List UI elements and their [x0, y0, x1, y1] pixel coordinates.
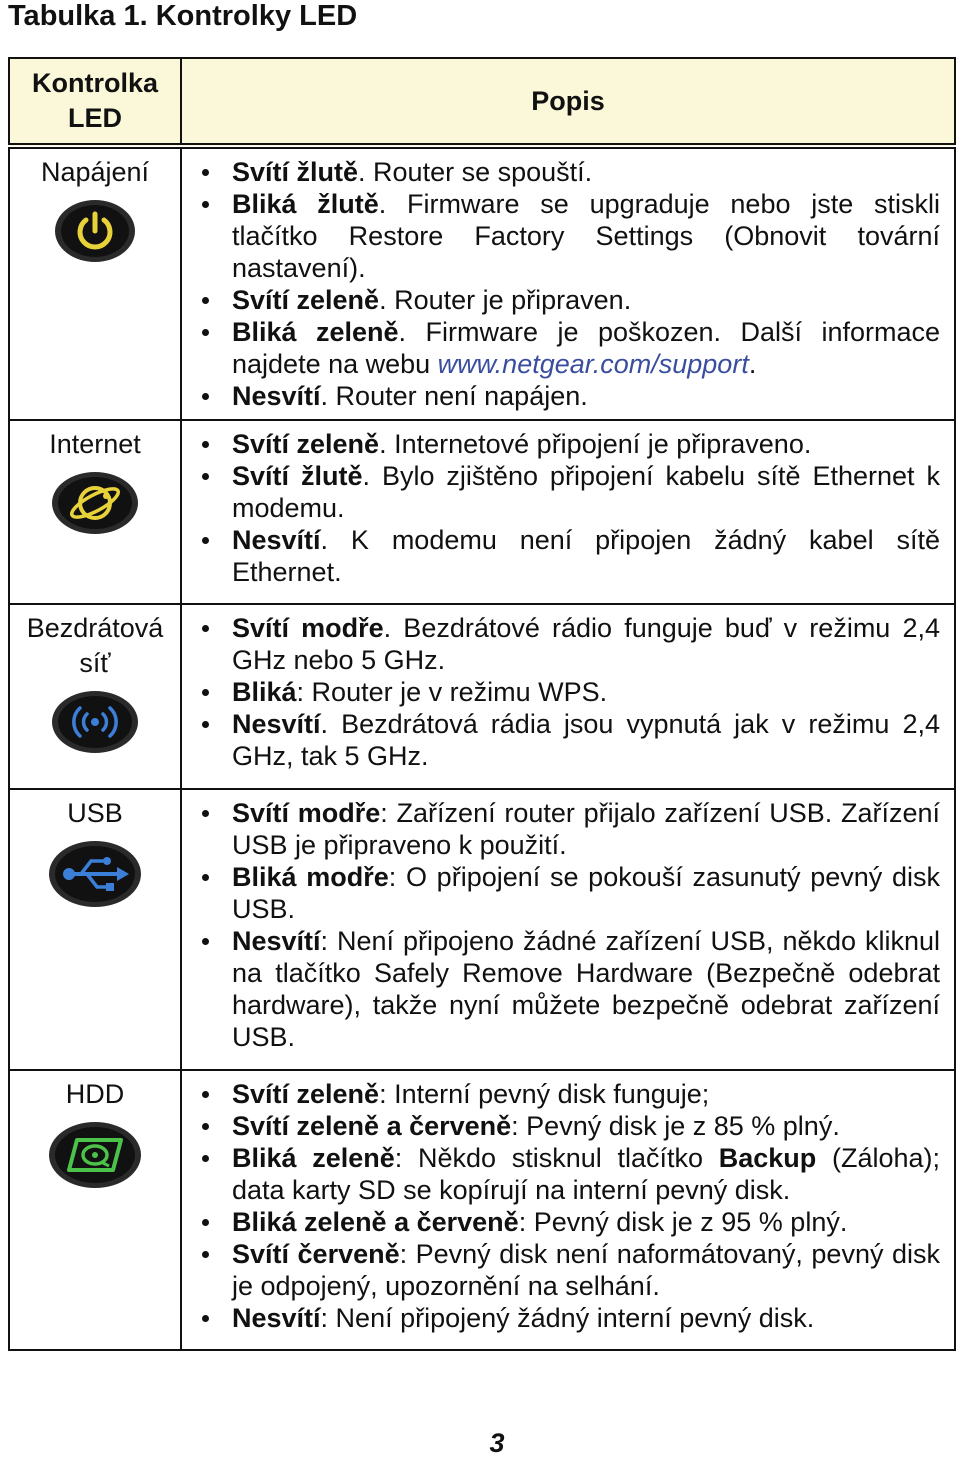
- usb-icon: [47, 839, 143, 909]
- list-item: [182, 524, 940, 588]
- state-text-tail: (Záloha); data karty SD se kopírují na interní pevný disk.: [232, 1143, 941, 1205]
- state-label: Nesvítí: [232, 926, 321, 956]
- list-item: [182, 380, 940, 412]
- state-text: : Pevný disk není naformátovaný, pevný disk je odpojený, upozornění na selhání.: [232, 1239, 940, 1301]
- list-item: [182, 316, 940, 380]
- state-label: Nesvítí: [232, 709, 321, 739]
- state-label: Svítí žlutě: [232, 157, 359, 187]
- description-cell: [181, 146, 955, 420]
- led-cell: [9, 1070, 181, 1350]
- list-item: [182, 797, 940, 861]
- column-header-led: Kontrolka LED: [9, 58, 181, 146]
- description-cell: [181, 604, 955, 789]
- state-label: Svítí zeleně: [232, 285, 380, 315]
- table-caption: Tabulka 1. Kontrolky LED: [8, 0, 358, 32]
- state-text: . Firmware se upgraduje nebo jste stiskli tlačítko Restore Factory Settings (Obnovit tovární nastavení).: [232, 189, 940, 283]
- backup-label: Backup: [718, 1143, 817, 1173]
- list-item: [182, 1238, 940, 1302]
- state-text: : Pevný disk je z 95 % plný.: [518, 1207, 848, 1237]
- table-row: [9, 146, 955, 420]
- list-item: [182, 428, 940, 460]
- state-text: : Někdo stisknul tlačítko: [394, 1143, 719, 1173]
- led-cell: [9, 420, 181, 604]
- state-label: Svítí červeně: [232, 1239, 400, 1269]
- list-item: [182, 156, 940, 188]
- list-item: [182, 1142, 940, 1206]
- list-item: [182, 1078, 940, 1110]
- table-row: [9, 789, 955, 1070]
- column-header-description: Popis: [181, 58, 955, 146]
- list-item: [182, 1302, 940, 1334]
- state-text-tail: .: [748, 349, 757, 379]
- list-item: [182, 284, 940, 316]
- state-text: . Bezdrátová rádia jsou vypnutá jak v režimu 2,4 GHz, tak 5 GHz.: [232, 709, 940, 771]
- description-cell: [181, 1070, 955, 1350]
- state-text: : Pevný disk je z 85 % plný.: [511, 1111, 840, 1141]
- table-row: [9, 604, 955, 789]
- led-name: HDD: [65, 1079, 125, 1109]
- state-label: Svítí zeleně a červeně: [232, 1111, 512, 1141]
- state-label: Nesvítí: [232, 525, 321, 555]
- state-label: Nesvítí: [232, 1303, 321, 1333]
- table-row: [9, 420, 955, 604]
- list-item: [182, 925, 940, 1053]
- led-table: [8, 57, 956, 1351]
- state-label: Bliká zeleně: [232, 317, 399, 347]
- state-label: Svítí zeleně: [232, 1079, 380, 1109]
- list-item: [182, 460, 940, 524]
- support-link[interactable]: www.netgear.com/support: [437, 349, 749, 379]
- state-text: : Není připojený žádný interní pevný disk.: [320, 1303, 815, 1333]
- description-cell: [181, 420, 955, 604]
- led-cell: [9, 146, 181, 420]
- state-text: . Router je připraven.: [379, 285, 632, 315]
- description-cell: [181, 789, 955, 1070]
- state-text: : Zařízení router přijalo zařízení USB. Zařízení USB je připraveno k použití.: [232, 798, 940, 860]
- state-text: . Internetové připojení je připraveno.: [379, 429, 812, 459]
- wireless-icon: [50, 689, 140, 755]
- list-item: [182, 612, 940, 676]
- led-cell: [9, 604, 181, 789]
- hard-disk-icon: [47, 1120, 143, 1190]
- state-text: : Není připojeno žádné zařízení USB, někdo kliknul na tlačítko Safely Remove Hardware (Bezpečně odebrat hardware), takže nyní můžete bezpečně odebrat zařízení USB.: [232, 926, 940, 1052]
- power-icon: [53, 198, 137, 264]
- list-item: [182, 1206, 940, 1238]
- state-label: Svítí modře: [232, 613, 384, 643]
- state-text: : O připojení se pokouší zasunutý pevný disk USB.: [232, 862, 940, 924]
- list-item: [182, 861, 940, 925]
- internet-globe-icon: [50, 470, 140, 536]
- state-label: Bliká žlutě: [232, 189, 379, 219]
- led-name: Napájení: [40, 157, 150, 187]
- led-name: USB: [67, 798, 123, 828]
- led-cell: [9, 789, 181, 1070]
- state-label: Svítí modře: [232, 798, 381, 828]
- state-text: : Router je v režimu WPS.: [296, 677, 608, 707]
- state-label: Bliká: [232, 677, 297, 707]
- led-name: Internet: [49, 429, 141, 459]
- state-label: Bliká zeleně: [232, 1143, 395, 1173]
- state-text: . Firmware je poškozen. Další informace najdete na webu: [232, 317, 941, 379]
- state-text: . Bezdrátové rádio funguje buď v režimu 2,4 GHz nebo 5 GHz.: [232, 613, 940, 675]
- table-row: [9, 1070, 955, 1350]
- page-number: 3: [489, 1428, 505, 1458]
- state-text: . Router není napájen.: [320, 381, 588, 411]
- state-text: . K modemu není připojen žádný kabel sítě Ethernet.: [232, 525, 940, 587]
- list-item: [182, 676, 940, 708]
- state-text: . Bylo zjištěno připojení kabelu sítě Ethernet k modemu.: [232, 461, 940, 523]
- state-text: . Router se spouští.: [358, 157, 593, 187]
- state-label: Bliká modře: [232, 862, 389, 892]
- list-item: [182, 1110, 940, 1142]
- state-label: Bliká zeleně a červeně: [232, 1207, 519, 1237]
- list-item: [182, 708, 940, 772]
- led-name: Bezdrátová síť: [26, 613, 164, 678]
- list-item: [182, 188, 940, 284]
- state-text: : Interní pevný disk funguje;: [379, 1079, 710, 1109]
- state-label: Svítí žlutě: [232, 461, 363, 491]
- state-label: Svítí zeleně: [232, 429, 380, 459]
- state-label: Nesvítí: [232, 381, 321, 411]
